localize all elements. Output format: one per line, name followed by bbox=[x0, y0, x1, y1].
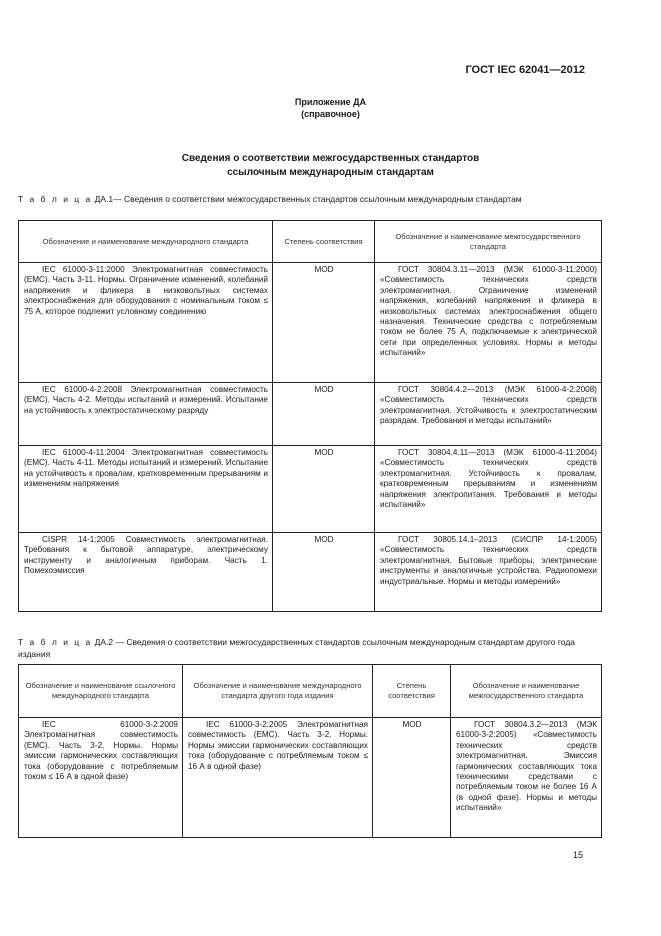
appendix-title: Приложение ДА bbox=[294, 97, 367, 107]
degree-cell: MOD bbox=[273, 446, 375, 533]
appendix-subtitle: (справочное) bbox=[301, 109, 360, 119]
intl-standard-cell: IEC 61000-3-11:2000 Электромагнитная совместимость (EMC). Часть 3-11. Нормы. Ограничение изменений, колебаний напряжения и фликера в низковольтных системах электроснабжения для оборудования с номинальным током ≤ 75 А, которое подлежит условному соединению bbox=[19, 263, 273, 383]
table2-caption-label: Т а б л и ц а bbox=[18, 637, 93, 647]
interstate-standard-cell: ГОСТ 30804.3.2—2013 (МЭК 61000-3-2:2005) «Совместимость технических средств электромагнитная. Эмиссия гармонических составляющих тока техническими средствами с потребляемым током не более 16 А (в одной фазе). Нормы и методы испытаний» bbox=[451, 718, 602, 838]
table1-caption-label: Т а б л и ц а bbox=[18, 194, 93, 204]
interstate-standard-cell: ГОСТ 30804.3.11—2013 (МЭК 61000-3-11:2000) «Совместимость технических средств электромагнитная. Ограничение изменений напряжения, колебаний напряжения и фликера в низковольтных системах электроснабжения общего назначения. Технические средства с потребляемым током не более 75 А, подключаемые к электрической сети при определенных условиях. Нормы и методы испытаний» bbox=[375, 263, 602, 383]
table1-caption-text: ДА.1— Сведения о соответствии межгосударственных стандартов ссылочным международным стандартам bbox=[94, 194, 522, 204]
degree-cell: MOD bbox=[273, 383, 375, 446]
table2-caption-text: ДА.2 — Сведения о соответствии межгосударственных стандартов ссылочным международным стандартам другого года издания bbox=[18, 637, 576, 659]
interstate-standard-cell: ГОСТ 30804.4.11—2013 (МЭК 61000-4-11:2004) «Совместимость технических средств электромагнитная. Устойчивость к провалам, кратковременным прерываниям и изменениям напряжения электропитания. Требования и методы испытаний» bbox=[375, 446, 602, 533]
main-title-line2: ссылочным международным стандартам bbox=[227, 167, 434, 178]
intl-standard-cell: CISPR 14-1:2005 Совместимость электромагнитная. Требования к бытовой аппаратуре, электрическому инструменту и аналогичным приборам. Часть 1. Помехоэмиссия bbox=[19, 533, 273, 612]
interstate-standard-cell: ГОСТ 30805.14.1–2013 (СИСПР 14-1:2005) «Совместимость технических средств электромагнитная. Бытовые приборы, электрические инструменты и аналогичные устройства. Радиопомехи индустриальные. Нормы и методы измерений» bbox=[375, 533, 602, 612]
table2-header-degree: Степень соответствия bbox=[373, 665, 451, 718]
table-row bbox=[19, 446, 602, 533]
page-number: 15 bbox=[572, 850, 583, 860]
table2-header-other-year: Обозначение и наименование международного стандарта другого года издания bbox=[183, 665, 373, 718]
main-title bbox=[0, 152, 661, 180]
degree-cell: MOD bbox=[273, 263, 375, 383]
other-year-standard-cell: IEC 61000-3-2:2005 Электромагнитная совместимость (EMC). Часть 3-2. Нормы. Нормы эмиссии гармонических составляющих тока (оборудование с потребляемым током ≤ 16 А в одной фазе) bbox=[183, 718, 373, 838]
table1-header-degree: Степень соответствия bbox=[273, 221, 375, 263]
intl-standard-cell: IEC 61000-4-2:2008 Электромагнитная совместимость (EMC). Часть 4-2. Методы испытаний и измерений. Испытание на устойчивость к электростатическому разряду bbox=[19, 383, 273, 446]
degree-cell: MOD bbox=[373, 718, 451, 838]
table-row bbox=[19, 383, 602, 446]
table2-caption bbox=[18, 636, 598, 660]
table2-header-interstate: Обозначение и наименование межгосударственного стандарта bbox=[451, 665, 602, 718]
table2 bbox=[18, 664, 602, 838]
ref-standard-cell: IEC 61000-3-2:2009 Электромагнитная совместимость (EMC). Часть 3-2. Нормы. Нормы эмиссии гармонических составляющих тока (оборудование с потребляемым током ≤ 16 А в одной фазе) bbox=[19, 718, 183, 838]
table2-header-row bbox=[19, 665, 602, 718]
table-row bbox=[19, 718, 602, 838]
document-code: ГОСТ IEC 62041—2012 bbox=[465, 64, 585, 76]
table2-header-ref: Обозначение и наименование ссылочного международного стандарта bbox=[19, 665, 183, 718]
intl-standard-cell: IEC 61000-4-11:2004 Электромагнитная совместимость (EMC). Часть 4-11. Методы испытаний и измерений. Испытание на устойчивость к провалам, кратковременным прерываниям и изменениям напряжения bbox=[19, 446, 273, 533]
table1-header-intl: Обозначение и наименование международного стандарта bbox=[19, 221, 273, 263]
table1-header-row bbox=[19, 221, 602, 263]
table-row bbox=[19, 263, 602, 383]
table1 bbox=[18, 220, 602, 612]
table1-header-interstate: Обозначение и наименование межгосударственного стандарта bbox=[375, 221, 602, 263]
interstate-standard-cell: ГОСТ 30804.4.2—2013 (МЭК 61000-4-2:2008) «Совместимость технических средств электромагнитная. Устойчивость к электростатическим разрядам. Требования и методы испытаний» bbox=[375, 383, 602, 446]
degree-cell: MOD bbox=[273, 533, 375, 612]
main-title-line1: Сведения о соответствии межгосударственных стандартов bbox=[181, 153, 480, 164]
table1-caption bbox=[18, 193, 598, 205]
table-row bbox=[19, 533, 602, 612]
appendix-heading bbox=[0, 96, 661, 120]
